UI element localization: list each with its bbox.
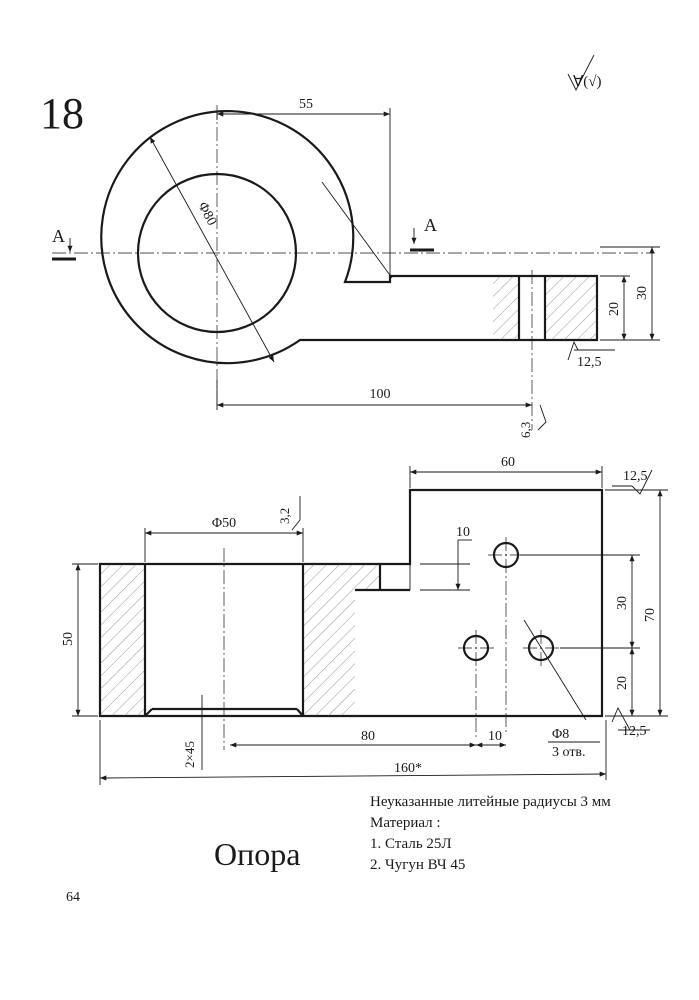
dim-10-bottom: [476, 729, 506, 745]
roughness-3-2-text: 3,2: [277, 507, 292, 524]
dim-10-slot: [420, 525, 472, 590]
dim-50-left: [61, 564, 98, 716]
dim-160-text: 160*: [394, 761, 422, 776]
hole-count-text: 3 отв.: [552, 745, 586, 760]
rib-line: [322, 182, 392, 278]
note-material-label: Материал :: [370, 815, 441, 831]
note-casting-radii: Неуказанные литейные радиусы 3 мм: [370, 794, 611, 810]
dim-30-section: [615, 555, 632, 648]
note-material-2: 2. Чугун ВЧ 45: [370, 857, 466, 873]
dim-80: [230, 729, 476, 745]
dim-55: [217, 97, 390, 280]
dim-10-bottom-text: 10: [488, 729, 502, 744]
dim-chamfer: [182, 695, 202, 770]
dim-20-top-text: 20: [607, 302, 622, 316]
page-number: 64: [66, 890, 80, 905]
roughness-top-right-text: 12,5: [623, 469, 648, 484]
dim-diameter-80-text: Φ80: [194, 199, 220, 229]
dim-50-left-text: 50: [61, 632, 76, 646]
section-marker-left-text: A: [52, 226, 65, 246]
dim-30-top: [600, 247, 660, 340]
dim-20-top: [600, 276, 630, 340]
hole-1: [488, 537, 524, 735]
top-view: [52, 97, 660, 438]
dim-60: [410, 455, 602, 488]
dim-100: [217, 380, 532, 410]
section-marker-right-text: A: [424, 215, 437, 235]
note-material-1: 1. Сталь 25Л: [370, 836, 452, 852]
dim-55-text: 55: [299, 97, 313, 112]
hatch-left: [493, 276, 519, 340]
dim-diameter-50-text: Φ50: [211, 516, 237, 531]
section-marker-right: [410, 215, 437, 250]
hatch-right: [545, 276, 597, 340]
roughness-12-5-top: [568, 342, 615, 370]
drawing-number: 18: [40, 89, 84, 138]
section-hatch-right: [303, 564, 380, 716]
hole-dia-text: Φ8: [552, 727, 570, 742]
dim-70-text: 70: [643, 608, 658, 622]
dim-80-text: 80: [361, 729, 375, 744]
roughness-3-2: [277, 496, 300, 530]
dim-20-section-text: 20: [615, 676, 630, 690]
dim-diameter-80: [150, 137, 274, 362]
general-roughness-text: ∀(√): [573, 74, 602, 90]
dim-60-text: 60: [501, 455, 515, 470]
hole-leader: [524, 620, 600, 760]
roughness-6-3-text: 6,3: [518, 421, 533, 438]
dim-20-section: [615, 648, 632, 716]
roughness-bottom-right: [612, 708, 650, 739]
roughness-bottom-right-text: 12,5: [622, 724, 647, 739]
dim-100-text: 100: [369, 387, 391, 402]
top-view-outline: [101, 111, 597, 363]
general-roughness-symbol: [568, 55, 601, 90]
section-hatch-left: [100, 564, 145, 716]
section-view: [61, 455, 668, 785]
dim-30-top-text: 30: [635, 286, 650, 300]
hole-2: [458, 630, 494, 740]
dim-30-section-text: 30: [615, 596, 630, 610]
section-marker-left: [52, 226, 76, 259]
part-title: Опора: [214, 836, 301, 872]
roughness-12-5-top-text: 12,5: [577, 355, 602, 370]
dim-160: [100, 720, 606, 785]
dim-chamfer-text: 2×45: [182, 741, 197, 768]
dim-10-slot-text: 10: [456, 525, 470, 540]
